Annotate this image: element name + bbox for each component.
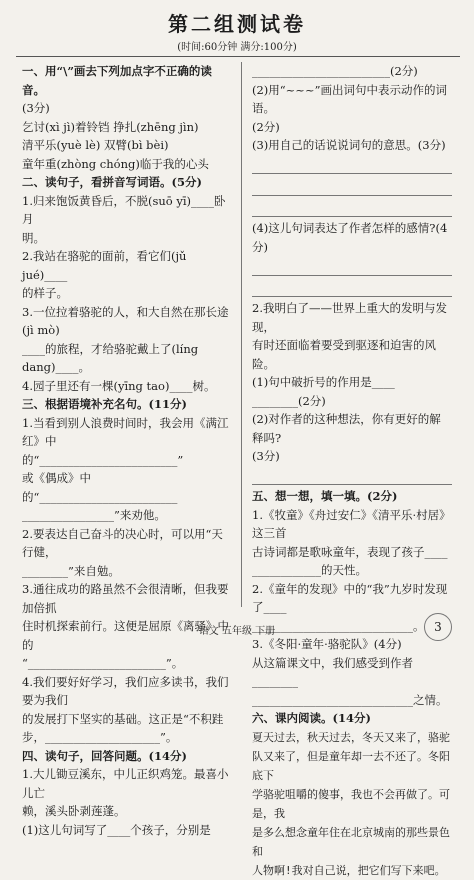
left-line: 二、读句子，看拼音写词语。(5分) xyxy=(22,175,202,189)
left-column xyxy=(22,62,232,839)
right-line: (3)用自己的话说说词句的意思。(3分) xyxy=(252,138,446,152)
left-line: 三、根据语境补充名句。(11分) xyxy=(22,397,187,411)
right-line: 五、想一想，填一填。(2分) xyxy=(252,489,398,503)
left-line: 乞讨(xì jì)着铃铛 挣扎(zhēng jìn) xyxy=(22,119,199,134)
left-line: dang)____。 xyxy=(22,360,90,374)
right-column xyxy=(252,62,452,880)
left-line: ________________”来劝他。 xyxy=(22,508,166,522)
right-line: (4)这儿句词表达了作者怎样的感情?(4分) xyxy=(252,221,448,254)
left-line: 1.大儿锄豆溪东，中儿正织鸡笼。最喜小儿亡 xyxy=(22,767,229,800)
passage-line: 人物啊!我对自己说，把它们写下来吧。 xyxy=(252,863,446,877)
right-line: ____________________________。 xyxy=(252,618,425,633)
right-line: 古诗词都是歌咏童年，表现了孩子____ xyxy=(252,544,448,559)
passage-line: 夏天过去，秋天过去，冬天又来了，骆驼 xyxy=(252,730,450,744)
left-line: 2.要表达自己奋斗的决心时，可以用“天行健， xyxy=(22,526,223,559)
left-line: 的样子。 xyxy=(22,286,68,300)
right-line: 从这篇课文中，我们感受到作者________ xyxy=(252,655,413,688)
left-line: 1.当看到别人浪费时间时，我会用《满江红》中 xyxy=(22,415,229,448)
answer-line[interactable] xyxy=(252,198,452,218)
left-line: 3.通往成功的路虽然不会很清晰，但我要加倍抓 xyxy=(22,582,229,615)
page-number: 3 xyxy=(424,613,452,641)
passage-line: 是多么想念童年住在北京城南的那些景色和 xyxy=(252,825,450,858)
left-line: 1.归来饱饭黄昏后，不脱(suō yī)____卧月 xyxy=(22,193,226,226)
right-line: 3.《冬阳·童年·骆驼队》(4分) xyxy=(252,637,402,651)
left-line: 清平乐(yuè lè) 双臂(bì bèi) xyxy=(22,138,169,152)
right-line: ____________________________之情。 xyxy=(252,692,448,707)
left-line: 2.我站在骆驼的面前，看它们(jǔ jué)____ xyxy=(22,249,187,282)
right-line: (3分) xyxy=(252,449,280,463)
time-score-info: (时间:60分钟 满分:100分) xyxy=(177,42,297,53)
left-line: (1)这儿句词写了____个孩子，分别是 xyxy=(22,822,211,837)
left-line: 童年重(zhòng chóng)临于我的心头 xyxy=(22,156,209,171)
answer-line[interactable] xyxy=(252,155,452,175)
right-line: 六、课内阅读。(14分) xyxy=(252,711,371,725)
right-line: ________________________(2分) xyxy=(252,64,418,78)
right-line: 2.《童年的发现》中的“我”九岁时发现了____ xyxy=(252,581,448,614)
page-title: 第二组测试卷 xyxy=(168,12,306,36)
answer-line[interactable] xyxy=(252,256,452,276)
left-line: 或《偶成》中的“________________________ xyxy=(22,471,178,504)
right-line: (2)用“~~~”画出词句中表示动作的词语。 xyxy=(252,82,447,115)
right-line: (1)句中破折号的作用是____ xyxy=(252,375,395,389)
passage-line: 学骆驼咀嚼的傻事，我也不会再做了。可是，我 xyxy=(252,787,450,820)
left-line: ________”来自勉。 xyxy=(22,563,120,578)
reading-passage xyxy=(252,728,452,880)
column-divider xyxy=(241,62,242,607)
passage-line: 队又来了，但是童年却一去不还了。冬阳底下 xyxy=(252,749,450,782)
left-line: 的发展打下坚实的基础。这正是“不积跬 xyxy=(22,711,224,726)
answer-line[interactable] xyxy=(252,176,452,196)
right-line: 2.我明白了——世界上重大的发明与发现， xyxy=(252,301,447,334)
left-line: 的“________________________” xyxy=(22,452,184,467)
left-line: 4.园子里还有一棵(yīng tao)____树。 xyxy=(22,378,216,393)
left-line: ____的旅程，才给骆驼戴上了(líng xyxy=(22,341,199,356)
left-line: 明。 xyxy=(22,230,45,245)
right-line: 有时还面临着要受到驱逐和迫害的风险。 xyxy=(252,338,436,371)
right-line: 1.《牧童》《舟过安仁》《清平乐·村居》这三首 xyxy=(252,507,451,540)
left-line: 住时机探索前行。这便是屈原《离骚》中的 xyxy=(22,619,229,652)
left-line: 一、用“\”画去下列加点字不正确的读音。 xyxy=(22,64,212,97)
left-line: “________________________”。 xyxy=(22,656,184,670)
left-line: 3.一位拉着骆驼的人，和大自然在那长途(jì mò) xyxy=(22,304,229,337)
right-line: ________(2分) xyxy=(252,393,326,408)
header-rule xyxy=(16,56,460,57)
answer-line[interactable] xyxy=(252,466,452,486)
left-line: 4.我们要好好学习，我们应多读书，我们要为我们 xyxy=(22,674,229,707)
right-line: (2分) xyxy=(252,119,280,134)
right-line: ____________的天性。 xyxy=(252,563,367,577)
right-line: (2)对作者的这种想法，你有更好的解释吗? xyxy=(252,412,441,445)
left-line: 赖，溪头卧剥莲蓬。 xyxy=(22,804,126,818)
footer-text: 语文 五年级 下册 xyxy=(198,626,276,637)
left-line: (3分) xyxy=(22,101,50,115)
answer-line[interactable] xyxy=(252,278,452,298)
left-line: 四、读句子，回答问题。(14分) xyxy=(22,748,187,763)
left-line: 步，____________________”。 xyxy=(22,730,178,744)
